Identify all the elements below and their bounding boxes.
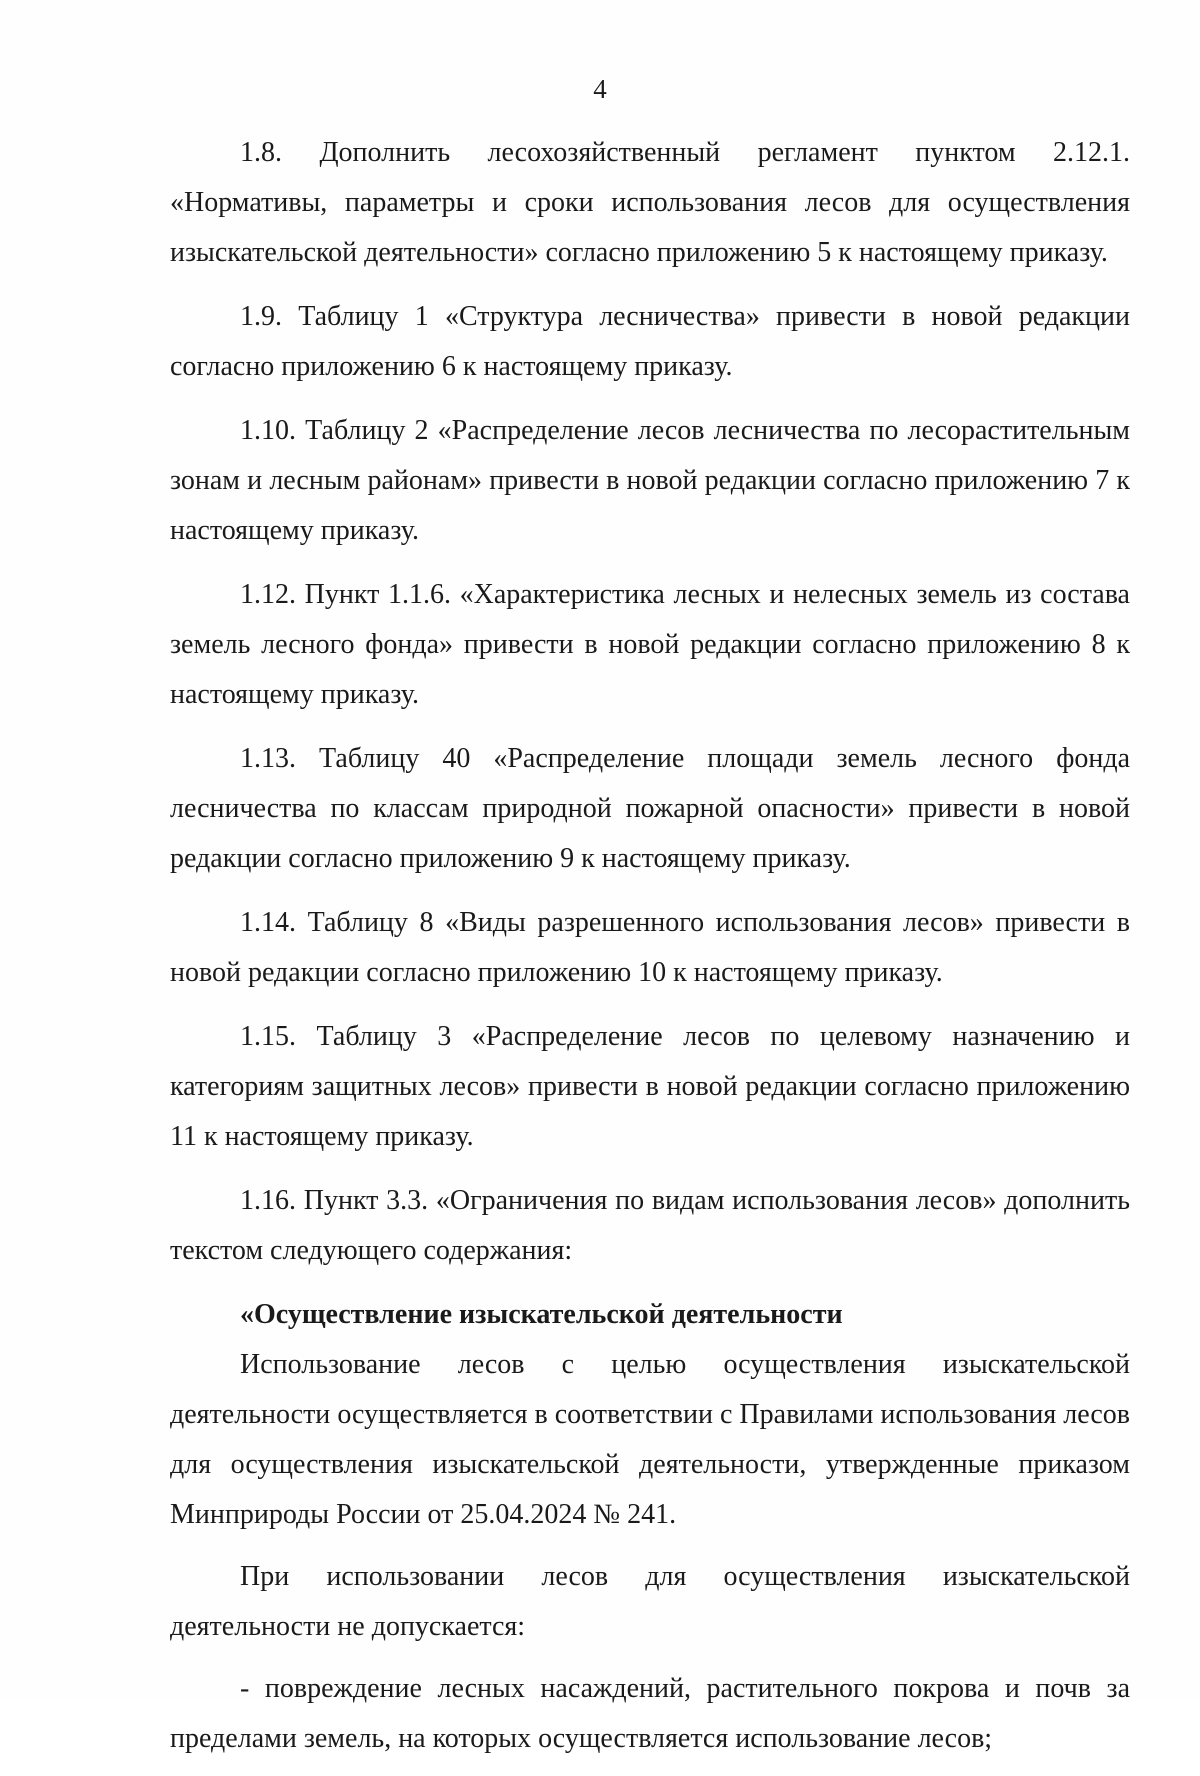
paragraph-1-14: 1.14. Таблицу 8 «Виды разрешенного использования лесов» привести в новой редакции согласно приложению 10 к настоящему приказу. [170, 907, 1130, 988]
quote-paragraph-usage: Использование лесов с целью осуществления изыскательской деятельности осуществляется в соответствии с Правилами использования лесов для осуществления изыскательской деятельности, утвержденные приказом Минприроды России от 25.04.2024 № 241. [170, 1349, 1130, 1530]
paragraph-1-13: 1.13. Таблицу 40 «Распределение площади земель лесного фонда лесничества по классам природной пожарной опасности» привести в новой редакции согласно приложению 9 к настоящему приказу. [170, 743, 1130, 874]
paragraph-1-10: 1.10. Таблицу 2 «Распределение лесов лесничества по лесорастительным зонам и лесным районам» привести в новой редакции согласно приложению 7 к настоящему приказу. [170, 415, 1130, 546]
quote-heading: «Осуществление изыскательской деятельности [240, 1299, 843, 1330]
quote-paragraph-prohibited: При использовании лесов для осуществления изыскательской деятельности не допускается: [170, 1561, 1130, 1642]
paragraph-1-16: 1.16. Пункт 3.3. «Ограничения по видам использования лесов» дополнить текстом следующего содержания: [170, 1185, 1130, 1266]
document-body [170, 128, 1130, 1776]
paragraph-1-9: 1.9. Таблицу 1 «Структура лесничества» привести в новой редакции согласно приложению 6 к настоящему приказу. [170, 301, 1130, 382]
page-number: 4 [593, 74, 607, 104]
paragraph-1-8: 1.8. Дополнить лесохозяйственный регламент пунктом 2.12.1. «Нормативы, параметры и сроки использования лесов для осуществления изыскательской деятельности» согласно приложению 5 к настоящему приказу. [170, 137, 1130, 268]
paragraph-1-15: 1.15. Таблицу 3 «Распределение лесов по целевому назначению и категориям защитных лесов» привести в новой редакции согласно приложению 11 к настоящему приказу. [170, 1021, 1130, 1152]
quote-list-item: - повреждение лесных насаждений, растительного покрова и почв за пределами земель, на которых осуществляется использование лесов; [170, 1673, 1130, 1754]
paragraph-1-12: 1.12. Пункт 1.1.6. «Характеристика лесных и нелесных земель из состава земель лесного фонда» привести в новой редакции согласно приложению 8 к настоящему приказу. [170, 579, 1130, 710]
